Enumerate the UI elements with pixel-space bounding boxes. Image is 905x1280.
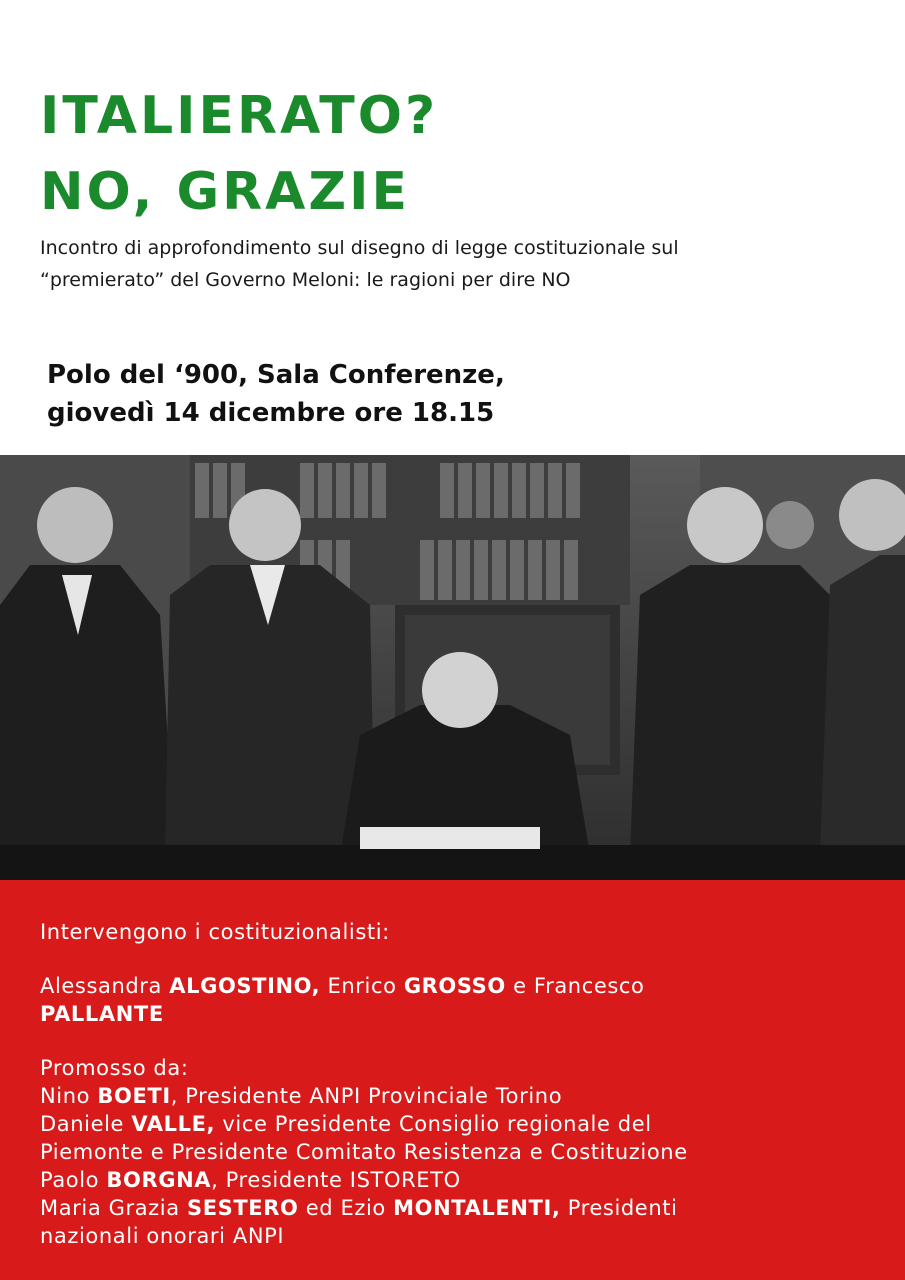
speakers-line-1 bbox=[40, 972, 880, 1000]
poster-title bbox=[40, 78, 438, 230]
speaker-2-last: GROSSO bbox=[403, 974, 506, 998]
promoter-last: BOETI bbox=[97, 1084, 171, 1108]
promoter-line bbox=[40, 1222, 880, 1250]
subtitle-line-1: Incontro di approfondimento sul disegno di legge costituzionale sul bbox=[40, 237, 679, 259]
promoter-line bbox=[40, 1082, 880, 1110]
speaker-3-first: e Francesco bbox=[505, 974, 645, 998]
title-line-1: ITALIERATO? bbox=[40, 86, 439, 146]
promoter-last: SESTERO bbox=[186, 1196, 299, 1220]
event-place: Polo del ‘900, Sala Conferenze, bbox=[47, 360, 505, 390]
title-line-2: NO, GRAZIE bbox=[40, 162, 410, 222]
promoter-role: nazionali onorari ANPI bbox=[40, 1224, 285, 1248]
promoter-last: BORGNA bbox=[106, 1168, 212, 1192]
speakers-line-2 bbox=[40, 1000, 880, 1028]
promoters-heading: Promosso da: bbox=[40, 1056, 189, 1080]
promoter-role: Piemonte e Presidente Comitato Resistenza e Costituzione bbox=[40, 1140, 688, 1164]
event-details bbox=[47, 356, 505, 432]
promoter-mid: ed Ezio bbox=[298, 1196, 394, 1220]
promoter-role: , Presidente ISTORETO bbox=[211, 1168, 461, 1192]
speaker-1-first: Alessandra bbox=[40, 974, 170, 998]
promoter-last: MONTALENTI, bbox=[393, 1196, 561, 1220]
promoter-first: Maria Grazia bbox=[40, 1196, 187, 1220]
promoter-role: , Presidente ANPI Provinciale Torino bbox=[170, 1084, 563, 1108]
historic-photo bbox=[0, 455, 905, 880]
promoter-role: Presidenti bbox=[560, 1196, 678, 1220]
promoter-line bbox=[40, 1166, 880, 1194]
speakers-panel bbox=[0, 880, 905, 1280]
poster-subtitle bbox=[40, 232, 880, 296]
speaker-1-last: ALGOSTINO, bbox=[169, 974, 321, 998]
speakers-intro: Intervengono i costituzionalisti: bbox=[40, 920, 390, 944]
promoters-list bbox=[40, 1054, 880, 1250]
speakers-list bbox=[40, 972, 880, 1028]
speaker-2-first: Enrico bbox=[320, 974, 404, 998]
promoter-last: VALLE, bbox=[131, 1112, 216, 1136]
promoter-first: Daniele bbox=[40, 1112, 132, 1136]
event-date: giovedì 14 dicembre ore 18.15 bbox=[47, 398, 495, 428]
subtitle-line-2: “premierato” del Governo Meloni: le ragioni per dire NO bbox=[40, 269, 571, 291]
promoter-first: Nino bbox=[40, 1084, 98, 1108]
promoter-first: Paolo bbox=[40, 1168, 107, 1192]
promoter-line bbox=[40, 1138, 880, 1166]
photo-illustration bbox=[0, 455, 905, 880]
promoter-line bbox=[40, 1194, 880, 1222]
promoter-role: vice Presidente Consiglio regionale del bbox=[215, 1112, 652, 1136]
speaker-3-last: PALLANTE bbox=[40, 1002, 164, 1026]
promoter-line bbox=[40, 1110, 880, 1138]
